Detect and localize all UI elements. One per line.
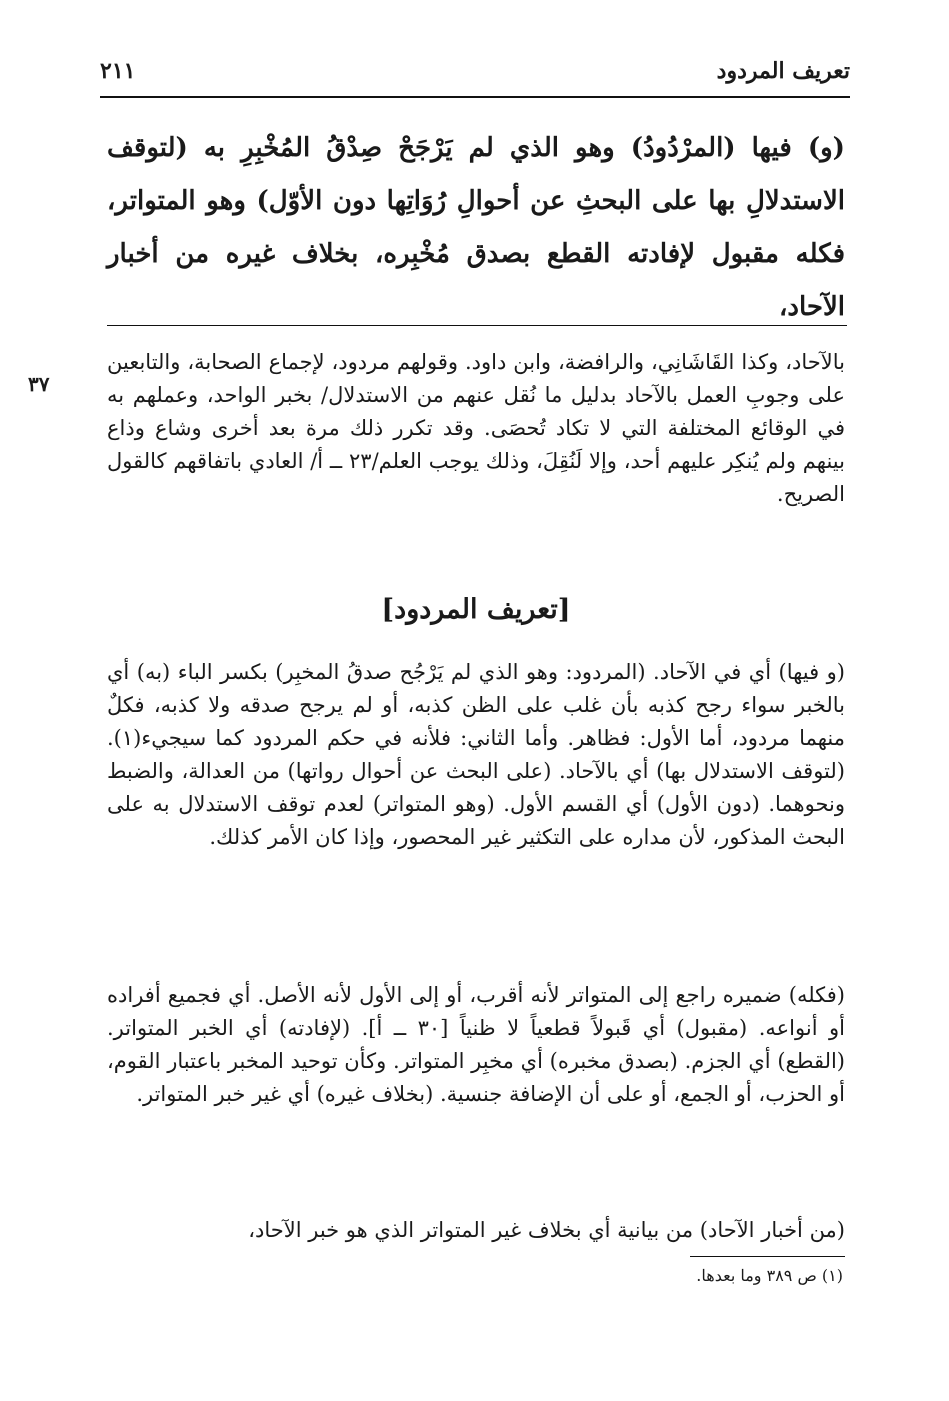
chapter-title: تعريف المردود [716, 58, 850, 84]
commentary-paragraph-2: (و فيها) أي في الآحاد. (المردود: وهو الذي لم يَرْجُح صدقُ المخبِر) بكسر الباء (به) أي بالخبر سواء رجح كذبه بأن غلب على الظن كذبه، أو لم يرجح صدقه ولا كذبه، فكلٌ منهما مردود، أما الأول: فظاهر. وأما الثاني: فلأنه في حكم المردود كما سيجيء(١). (لتوقف الاستدلال بها) أي بالآحاد. (على البحث عن أحوال رواتها) من العدالة، والضبط ونحوهما. (دون الأول) أي القسم الأول. (وهو المتواتر) لعدم توقف الاستدلال به على البحث المذكور، لأن مداره على التكثير غير المحصور، وإذا كان الأمر كذلك. [107, 660, 845, 849]
matn-paragraph: (و) فيها (المرْدُودُ) وهو الذي لم يَرْجَحْ صِدْقُ المُخْبِرِ به (لتوقف الاستدلالِ بها على البحثِ عن أحوالِ رُوَاتِها دون الأوّل) وهو المتواتر، فكله مقبول لإفادته القطع بصدق مُخْبِره، بخلاف غيره من أخبار الآحاد، [107, 133, 845, 322]
commentary-paragraph-1: بالآحاد، وكذا القَاشَانِي، والرافضة، وابن داود. وقولهم مردود، لإجماع الصحابة، والتابعين على وجوبِ العمل بالآحاد بدليل ما نُقل عنهم من الاستدلال/ بخبر الواحد، وعملهم به في الوقائع المختلفة التي لا تكاد تُحصَى. وقد تكرر ذلك مرة بعد أخرى وشاع وذاع بينهم ولم يُنكِر عليهم أحد، وإلا لَنُقِلَ، وذلك يوجب العلم/٢٣ ــ أ/ العادي باتفاقهم كالقول الصريح. [107, 350, 845, 506]
commentary-paragraph-3: (فكله) ضميره راجع إلى المتواتر لأنه أقرب، أو إلى الأول لأنه الأصل. أي فجميع أفراده أو أنواعه. (مقبول) أي قَبولاً قطعياً لا ظنياً [٣٠ ــ أ]. (لإفادته) أي الخبر المتواتر. (القطع) أي الجزم. (بصدق مخبره) أي مخبِر المتواتر. وكأن توحيد المخبر باعتبار القوم، أو الحزب، أو الجمع، أو على أن الإضافة جنسية. (بخلاف غيره) أي غير خبر المتواتر. [107, 983, 845, 1106]
matn-commentary-divider [107, 325, 847, 326]
manuscript-folio-marker: ٣٧ [28, 372, 50, 396]
commentary-paragraph-4: (من أخبار الآحاد) من بيانية أي بخلاف غير المتواتر الذي هو خبر الآحاد، [248, 1218, 845, 1242]
header-divider [100, 96, 850, 98]
footnote-divider [690, 1256, 845, 1257]
page-number: ٢١١ [100, 58, 136, 84]
footnote: (١) ص ٣٨٩ وما بعدها. [696, 1266, 843, 1285]
section-heading: [تعريف المردود] [381, 594, 571, 625]
running-header [100, 58, 850, 92]
